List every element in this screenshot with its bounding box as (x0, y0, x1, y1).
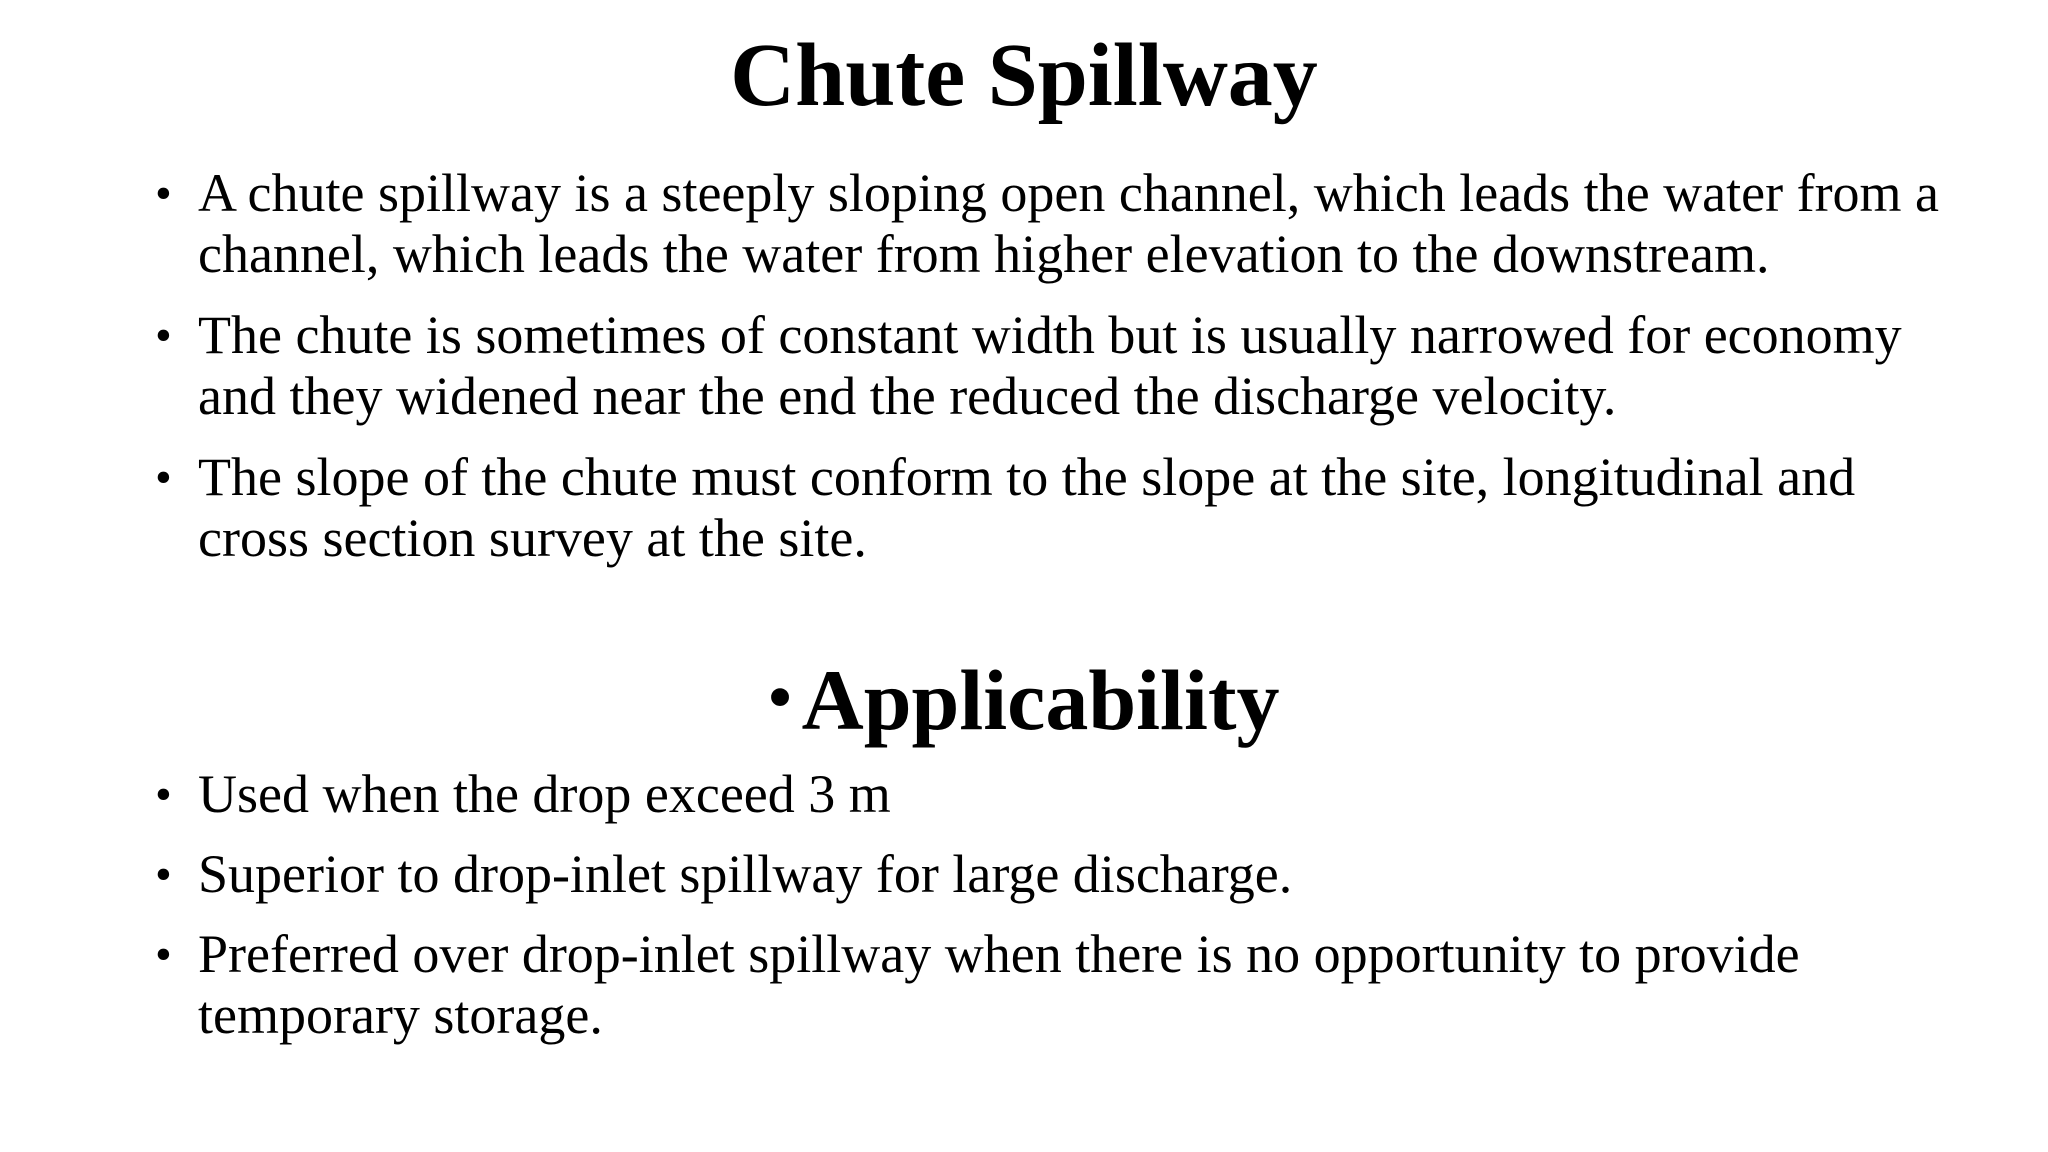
bullet-text: A chute spillway is a steeply sloping open channel, which leads the water from a channel, which leads the water from higher elevation to the downstream. (198, 163, 1940, 284)
bullet-icon: • (155, 309, 172, 362)
bullet-text: The slope of the chute must conform to the slope at the site, longitudinal and cross section survey at the site. (198, 447, 1856, 568)
bullet-icon: • (768, 661, 792, 734)
bullet-icon: • (155, 451, 172, 504)
applicability-bullet-list (155, 764, 1955, 1065)
bullet-text: The chute is sometimes of constant width but is usually narrowed for economy and they widened near the end the reduced the discharge velocity. (198, 305, 1902, 426)
applicability-heading (0, 652, 2048, 746)
list-item (155, 305, 1955, 427)
list-item (155, 844, 1955, 905)
list-item (155, 924, 1955, 1046)
bullet-icon: • (155, 928, 172, 981)
applicability-heading-text: Applicability (801, 652, 1280, 748)
bullet-icon: • (155, 848, 172, 901)
bullet-text: Preferred over drop-inlet spillway when there is no opportunity to provide temporary storage. (198, 924, 1800, 1045)
list-item (155, 764, 1955, 825)
list-item (155, 163, 1955, 285)
intro-bullet-list (155, 163, 1955, 589)
bullet-text: Used when the drop exceed 3 m (198, 764, 891, 824)
slide-title: Chute Spillway (730, 26, 1318, 125)
bullet-icon: • (155, 167, 172, 220)
bullet-icon: • (155, 768, 172, 821)
list-item (155, 447, 1955, 569)
bullet-text: Superior to drop-inlet spillway for large discharge. (198, 844, 1293, 904)
